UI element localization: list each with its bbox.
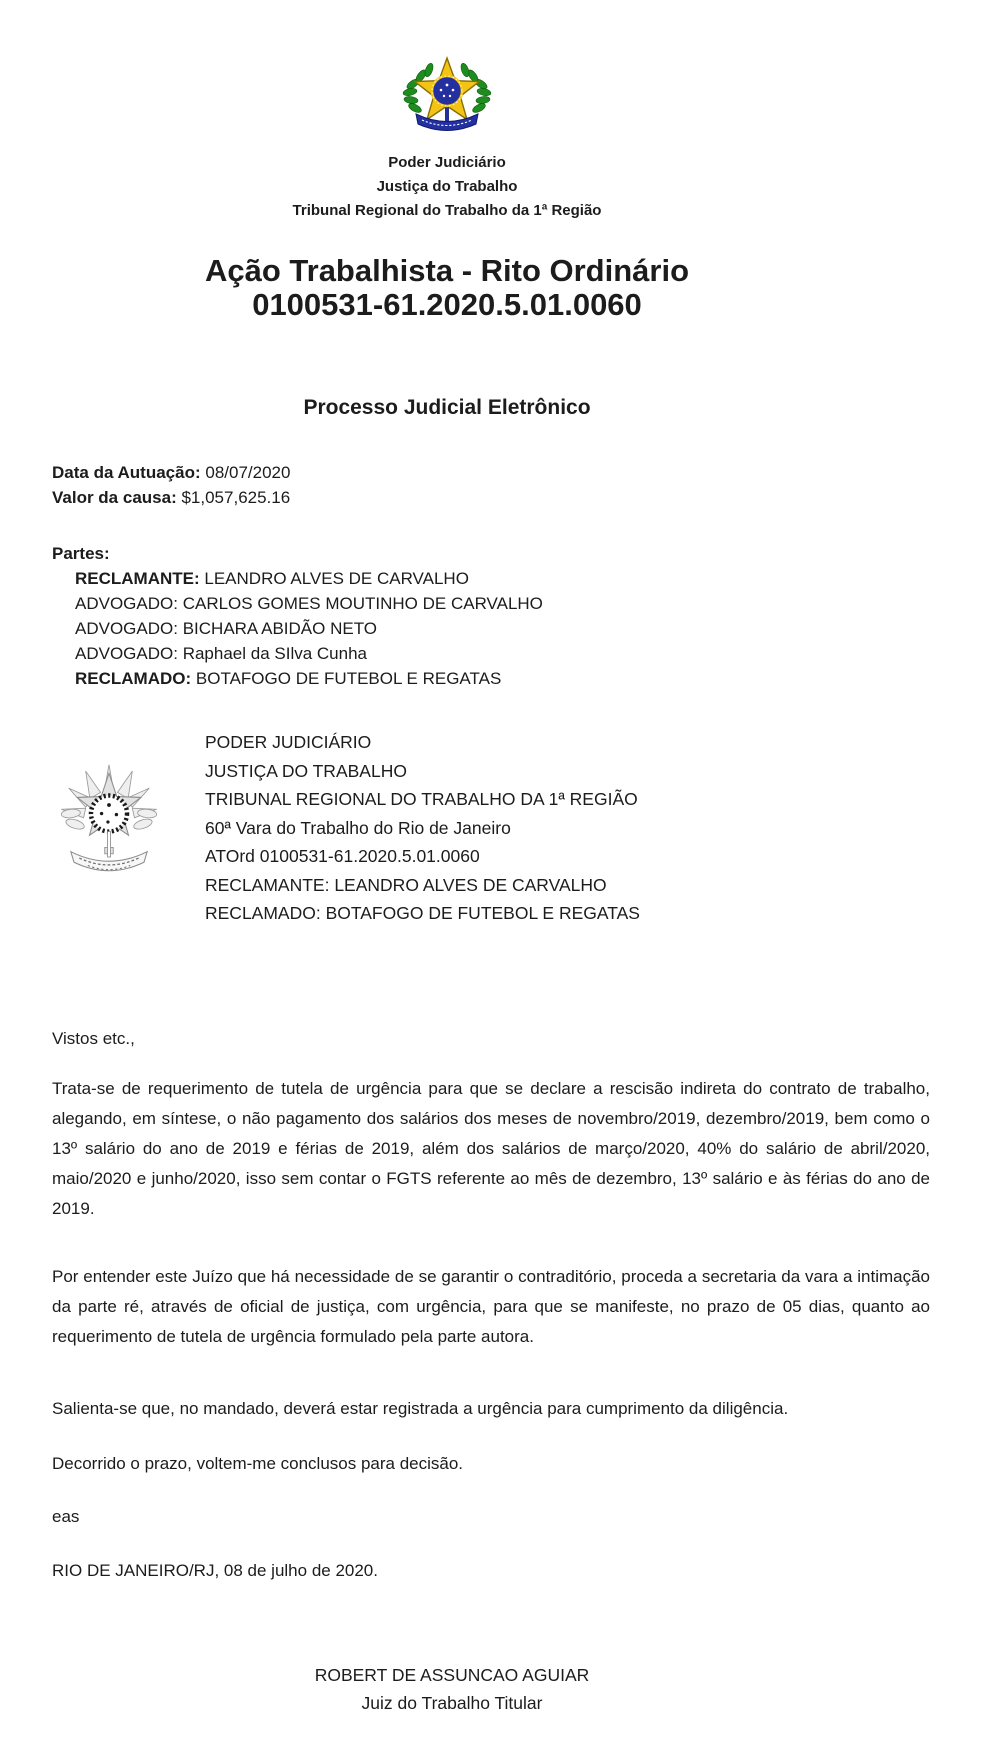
- meta-value-valor: $1,057,625.16: [181, 488, 291, 507]
- party-value: BICHARA ABIDÃO NETO: [182, 619, 377, 638]
- meta-label-valor: Valor da causa:: [52, 488, 177, 507]
- party-value: LEANDRO ALVES DE CARVALHO: [204, 569, 469, 588]
- case-title-number: 0100531-61.2020.5.01.0060: [252, 287, 642, 322]
- case-metadata: [52, 460, 984, 510]
- party-label: ADVOGADO:: [75, 644, 178, 663]
- brazil-coat-of-arms-color-icon: [0, 46, 894, 147]
- party-value: CARLOS GOMES MOUTINHO DE CARVALHO: [182, 594, 543, 613]
- party-value: Raphael da SIlva Cunha: [182, 644, 367, 663]
- salutation: Vistos etc.,: [52, 1028, 135, 1048]
- brazil-coat-of-arms-gray-icon: [56, 758, 162, 891]
- parties-heading: Partes:: [52, 544, 110, 563]
- org-line-poder-judiciario: Poder Judiciário: [388, 154, 506, 171]
- court-line-tribunal: TRIBUNAL REGIONAL DO TRABALHO DA 1ª REGIÃO: [205, 789, 638, 809]
- judge-role: Juiz do Trabalho Titular: [361, 1692, 543, 1713]
- party-label: ADVOGADO:: [75, 594, 178, 613]
- court-line-justica: JUSTIÇA DO TRABALHO: [205, 760, 407, 781]
- document-header: [0, 46, 894, 420]
- party-row-advogado-1: [75, 591, 984, 616]
- judge-name: ROBERT DE ASSUNCAO AGUIAR: [314, 1664, 590, 1685]
- case-title: [0, 254, 894, 322]
- party-label: ADVOGADO:: [75, 619, 178, 638]
- parties-section: [52, 541, 984, 691]
- party-value: BOTAFOGO DE FUTEBOL E REGATAS: [195, 669, 502, 688]
- court-line-vara: 60ª Vara do Trabalho do Rio de Janeiro: [205, 817, 511, 838]
- signature-block: [0, 1661, 904, 1717]
- place-and-date: RIO DE JANEIRO/RJ, 08 de julho de 2020.: [52, 1560, 378, 1580]
- org-line-justica-do-trabalho: Justiça do Trabalho: [376, 178, 518, 195]
- decision-paragraph-1: Trata-se de requerimento de tutela de urgência para que se declare a rescisão indireta do contrato de trabalho, alegando, em síntese, o não pagamento dos salários dos meses de novembro/2019, dezembro/2019, bem como o 13º salário do ano de 2019 e férias de 2019, além dos salários de março/2020, 40% do salário de abril/2020, maio/2020 e junho/2020, isso sem contar o FGTS referente ao mês de dezembro, 13º salário e às férias do ano de 2019.: [52, 1078, 930, 1218]
- parties-list: [75, 566, 984, 691]
- court-letterhead: [56, 726, 984, 928]
- meta-label-autuacao: Data da Autuação:: [52, 463, 201, 482]
- party-row-reclamado: [75, 666, 984, 691]
- meta-row-valor: [52, 485, 984, 510]
- meta-row-autuacao: [52, 460, 984, 485]
- decision-paragraph-4: Decorrido o prazo, voltem-me conclusos para decisão.: [52, 1453, 464, 1473]
- court-line-reclamado: RECLAMADO: BOTAFOGO DE FUTEBOL E REGATAS: [205, 903, 640, 923]
- decision-paragraph-3: Salienta-se que, no mandado, deverá estar registrada a urgência para cumprimento da diligência.: [52, 1398, 789, 1418]
- court-line-poder: PODER JUDICIÁRIO: [205, 732, 372, 752]
- case-title-type: Ação Trabalhista - Rito Ordinário: [204, 253, 690, 288]
- org-line-tribunal: Tribunal Regional do Trabalho da 1ª Região: [292, 202, 602, 219]
- court-line-processo: ATOrd 0100531-61.2020.5.01.0060: [205, 846, 480, 866]
- clerk-initials: eas: [52, 1506, 80, 1526]
- party-row-advogado-3: [75, 641, 984, 666]
- court-lines: [205, 726, 640, 928]
- party-row-advogado-2: [75, 616, 984, 641]
- party-label: RECLAMANTE:: [75, 569, 200, 588]
- decision-paragraph-2: Por entender este Juízo que há necessidade de se garantir o contraditório, proceda a secretaria da vara a intimação da parte ré, através de oficial de justiça, com urgência, para que se manifeste, no prazo de 05 dias, quanto ao requerimento de tutela de urgência formulado pela parte autora.: [52, 1266, 930, 1346]
- meta-value-autuacao: 08/07/2020: [205, 463, 291, 482]
- court-line-reclamante: RECLAMANTE: LEANDRO ALVES DE CARVALHO: [205, 874, 607, 895]
- party-label: RECLAMADO:: [75, 669, 192, 688]
- party-row-reclamante: [75, 566, 984, 591]
- document-subtitle: Processo Judicial Eletrônico: [303, 396, 591, 419]
